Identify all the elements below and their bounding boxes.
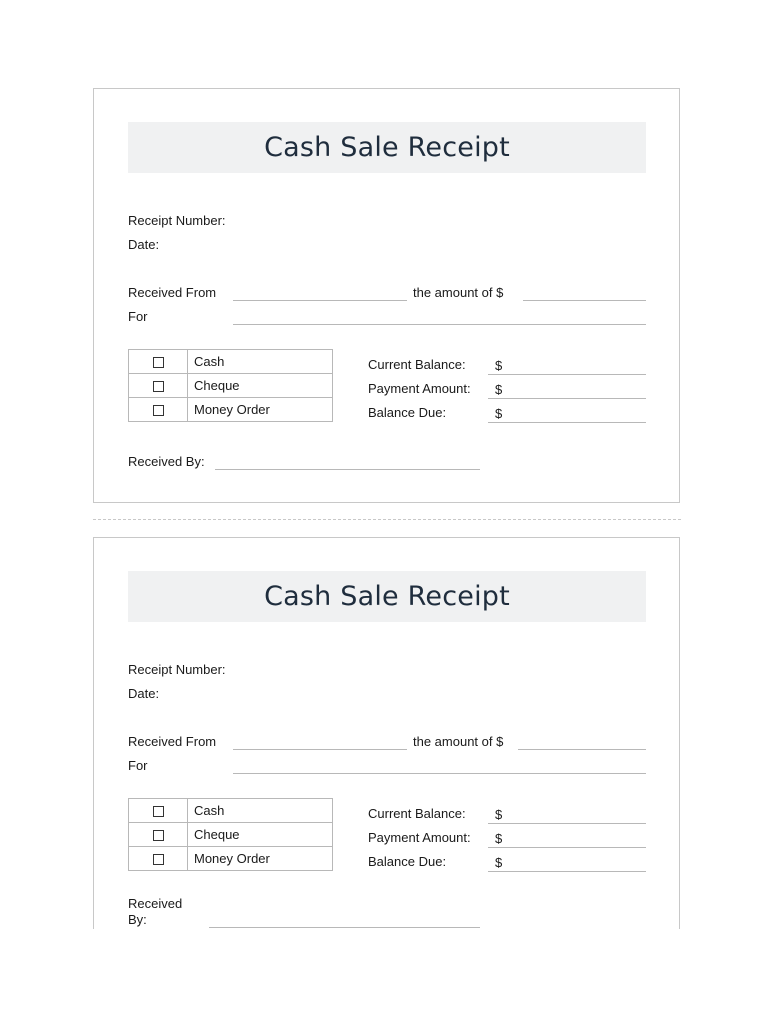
amount-line[interactable] [523, 300, 646, 301]
receipt-title: Cash Sale Receipt [264, 132, 510, 163]
checkbox-icon[interactable] [153, 830, 164, 841]
received-by-label: Received By: [128, 454, 205, 469]
payment-method-table [128, 349, 333, 422]
balance-due-label: Balance Due: [368, 854, 447, 869]
checkbox-icon[interactable] [153, 381, 164, 392]
payment-amount-currency: $ [495, 382, 503, 397]
receipt-form-2 [93, 537, 680, 929]
balance-due-line[interactable] [488, 871, 646, 872]
for-label: For [128, 309, 148, 324]
for-line[interactable] [233, 324, 646, 325]
received-by-label-line2: By: [128, 912, 147, 927]
receipt-form-1 [93, 88, 680, 503]
receipt-number-label: Receipt Number: [128, 213, 226, 228]
receipt-title: Cash Sale Receipt [264, 581, 510, 612]
received-by-label-line1: Received [128, 896, 183, 911]
payment-method-row-money-order [129, 398, 333, 422]
received-from-label: Received From [128, 285, 217, 300]
payment-amount-line[interactable] [488, 398, 646, 399]
payment-amount-line[interactable] [488, 847, 646, 848]
title-band [128, 571, 646, 622]
payment-method-table [128, 798, 333, 871]
received-by-line[interactable] [209, 927, 480, 928]
received-by-line[interactable] [215, 469, 480, 470]
checkbox-icon[interactable] [153, 405, 164, 416]
cut-divider [93, 519, 681, 520]
payment-amount-currency: $ [495, 831, 503, 846]
amount-label: the amount of $ [413, 285, 504, 300]
method-label-cash: Cash [188, 799, 333, 823]
payment-method-row-money-order [129, 847, 333, 871]
balance-due-currency: $ [495, 855, 503, 870]
payment-method-row-cheque [129, 823, 333, 847]
checkbox-icon[interactable] [153, 357, 164, 368]
current-balance-currency: $ [495, 358, 503, 373]
method-label-cash: Cash [188, 350, 333, 374]
title-band [128, 122, 646, 173]
current-balance-line[interactable] [488, 823, 646, 824]
received-from-label: Received From [128, 734, 217, 749]
checkbox-icon[interactable] [153, 854, 164, 865]
received-from-line[interactable] [233, 749, 407, 750]
for-line[interactable] [233, 773, 646, 774]
checkbox-icon[interactable] [153, 806, 164, 817]
for-label: For [128, 758, 148, 773]
current-balance-label: Current Balance: [368, 806, 466, 821]
balance-due-label: Balance Due: [368, 405, 447, 420]
payment-method-row-cash [129, 799, 333, 823]
payment-amount-label: Payment Amount: [368, 381, 471, 396]
amount-line[interactable] [518, 749, 646, 750]
current-balance-currency: $ [495, 807, 503, 822]
payment-method-row-cheque [129, 374, 333, 398]
date-label: Date: [128, 686, 160, 701]
receipt-number-label: Receipt Number: [128, 662, 226, 677]
method-label-cheque: Cheque [188, 374, 333, 398]
date-label: Date: [128, 237, 160, 252]
method-label-cheque: Cheque [188, 823, 333, 847]
received-from-line[interactable] [233, 300, 407, 301]
payment-method-row-cash [129, 350, 333, 374]
method-label-money-order: Money Order [188, 847, 333, 871]
amount-label: the amount of $ [413, 734, 504, 749]
method-label-money-order: Money Order [188, 398, 333, 422]
balance-due-line[interactable] [488, 422, 646, 423]
current-balance-line[interactable] [488, 374, 646, 375]
balance-due-currency: $ [495, 406, 503, 421]
payment-amount-label: Payment Amount: [368, 830, 471, 845]
current-balance-label: Current Balance: [368, 357, 466, 372]
